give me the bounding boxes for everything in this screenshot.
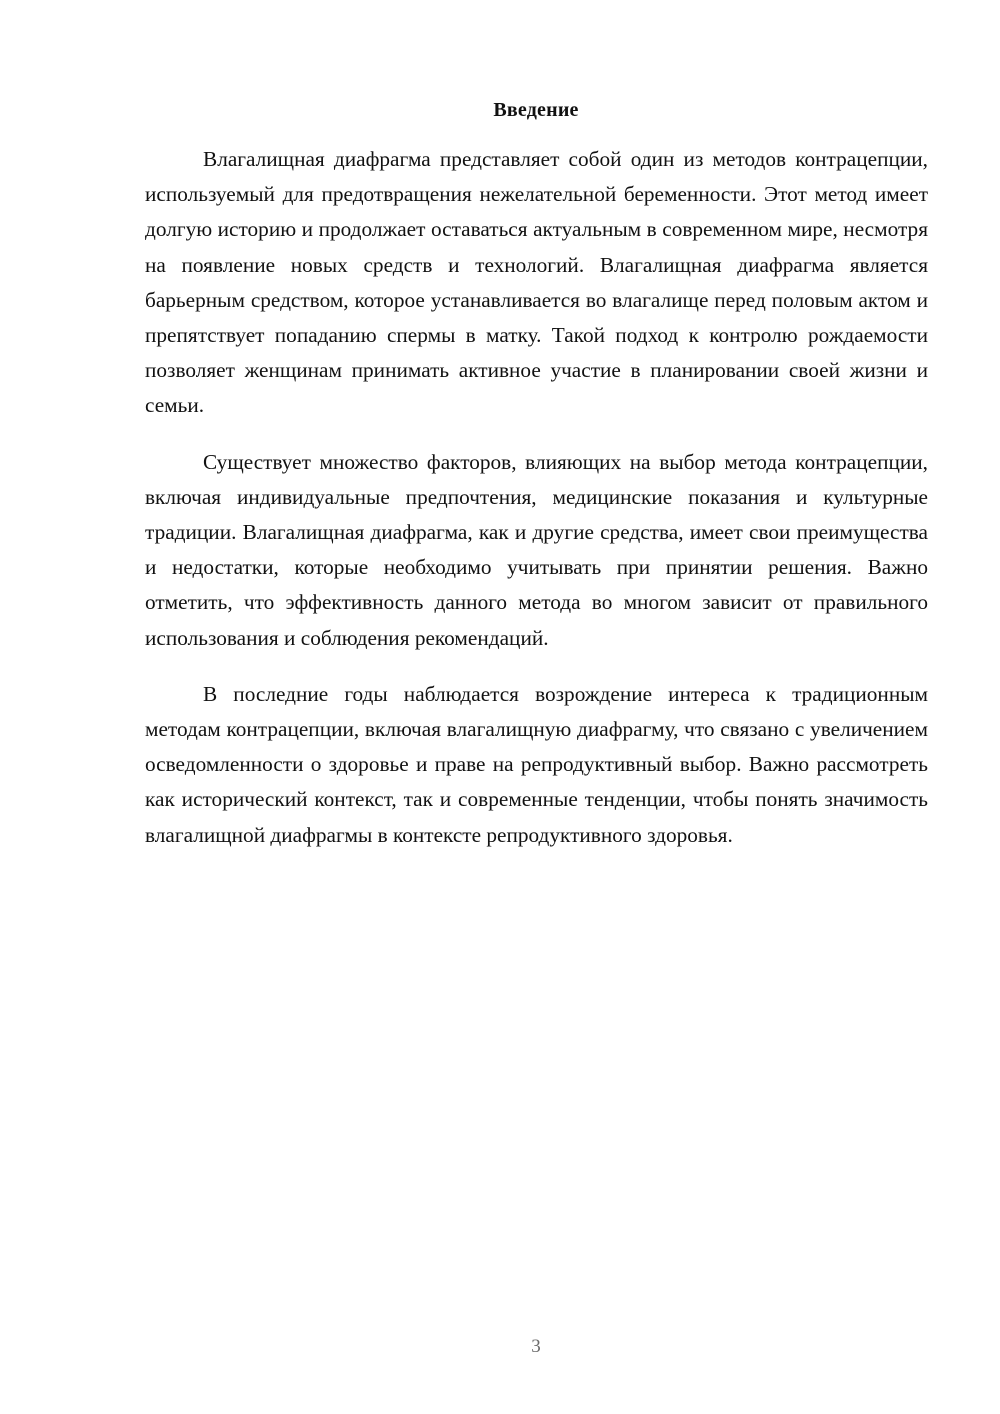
body-text <box>145 142 928 874</box>
paragraph-3: В последние годы наблюдается возрождение интереса к традиционным методам контрацепции, включая влагалищную диафрагму, что связано с увеличением осведомленности о здоровье и праве на репродуктивный выбор. Важно рассмотреть как исторический контекст, так и современные тенденции, чтобы понять значимость влагалищной диафрагмы в контексте репродуктивного здоровья. <box>145 681 928 847</box>
page-number: 3 <box>531 1336 541 1357</box>
paragraph-1: Влагалищная диафрагма представляет собой один из методов контрацепции, используемый для предотвращения нежелательной беременности. Этот метод имеет долгую историю и продолжает оставаться актуальным в современном мире, несмотря на появление новых средств и технологий. Влагалищная диафрагма является барьерным средством, которое устанавливается во влагалище перед половым актом и препятствует попаданию спермы в матку. Такой подход к контролю рождаемости позволяет женщинам принимать активное участие в планировании своей жизни и семьи. <box>145 147 928 418</box>
section-heading: Введение <box>493 99 579 121</box>
paragraph-2: Существует множество факторов, влияющих на выбор метода контрацепции, включая индивидуальные предпочтения, медицинские показания и культурные традиции. Влагалищная диафрагма, как и другие средства, имеет свои преимущества и недостатки, которые необходимо учитывать при принятии решения. Важно отметить, что эффективность данного метода во многом зависит от правильного использования и соблюдения рекомендаций. <box>145 449 928 650</box>
